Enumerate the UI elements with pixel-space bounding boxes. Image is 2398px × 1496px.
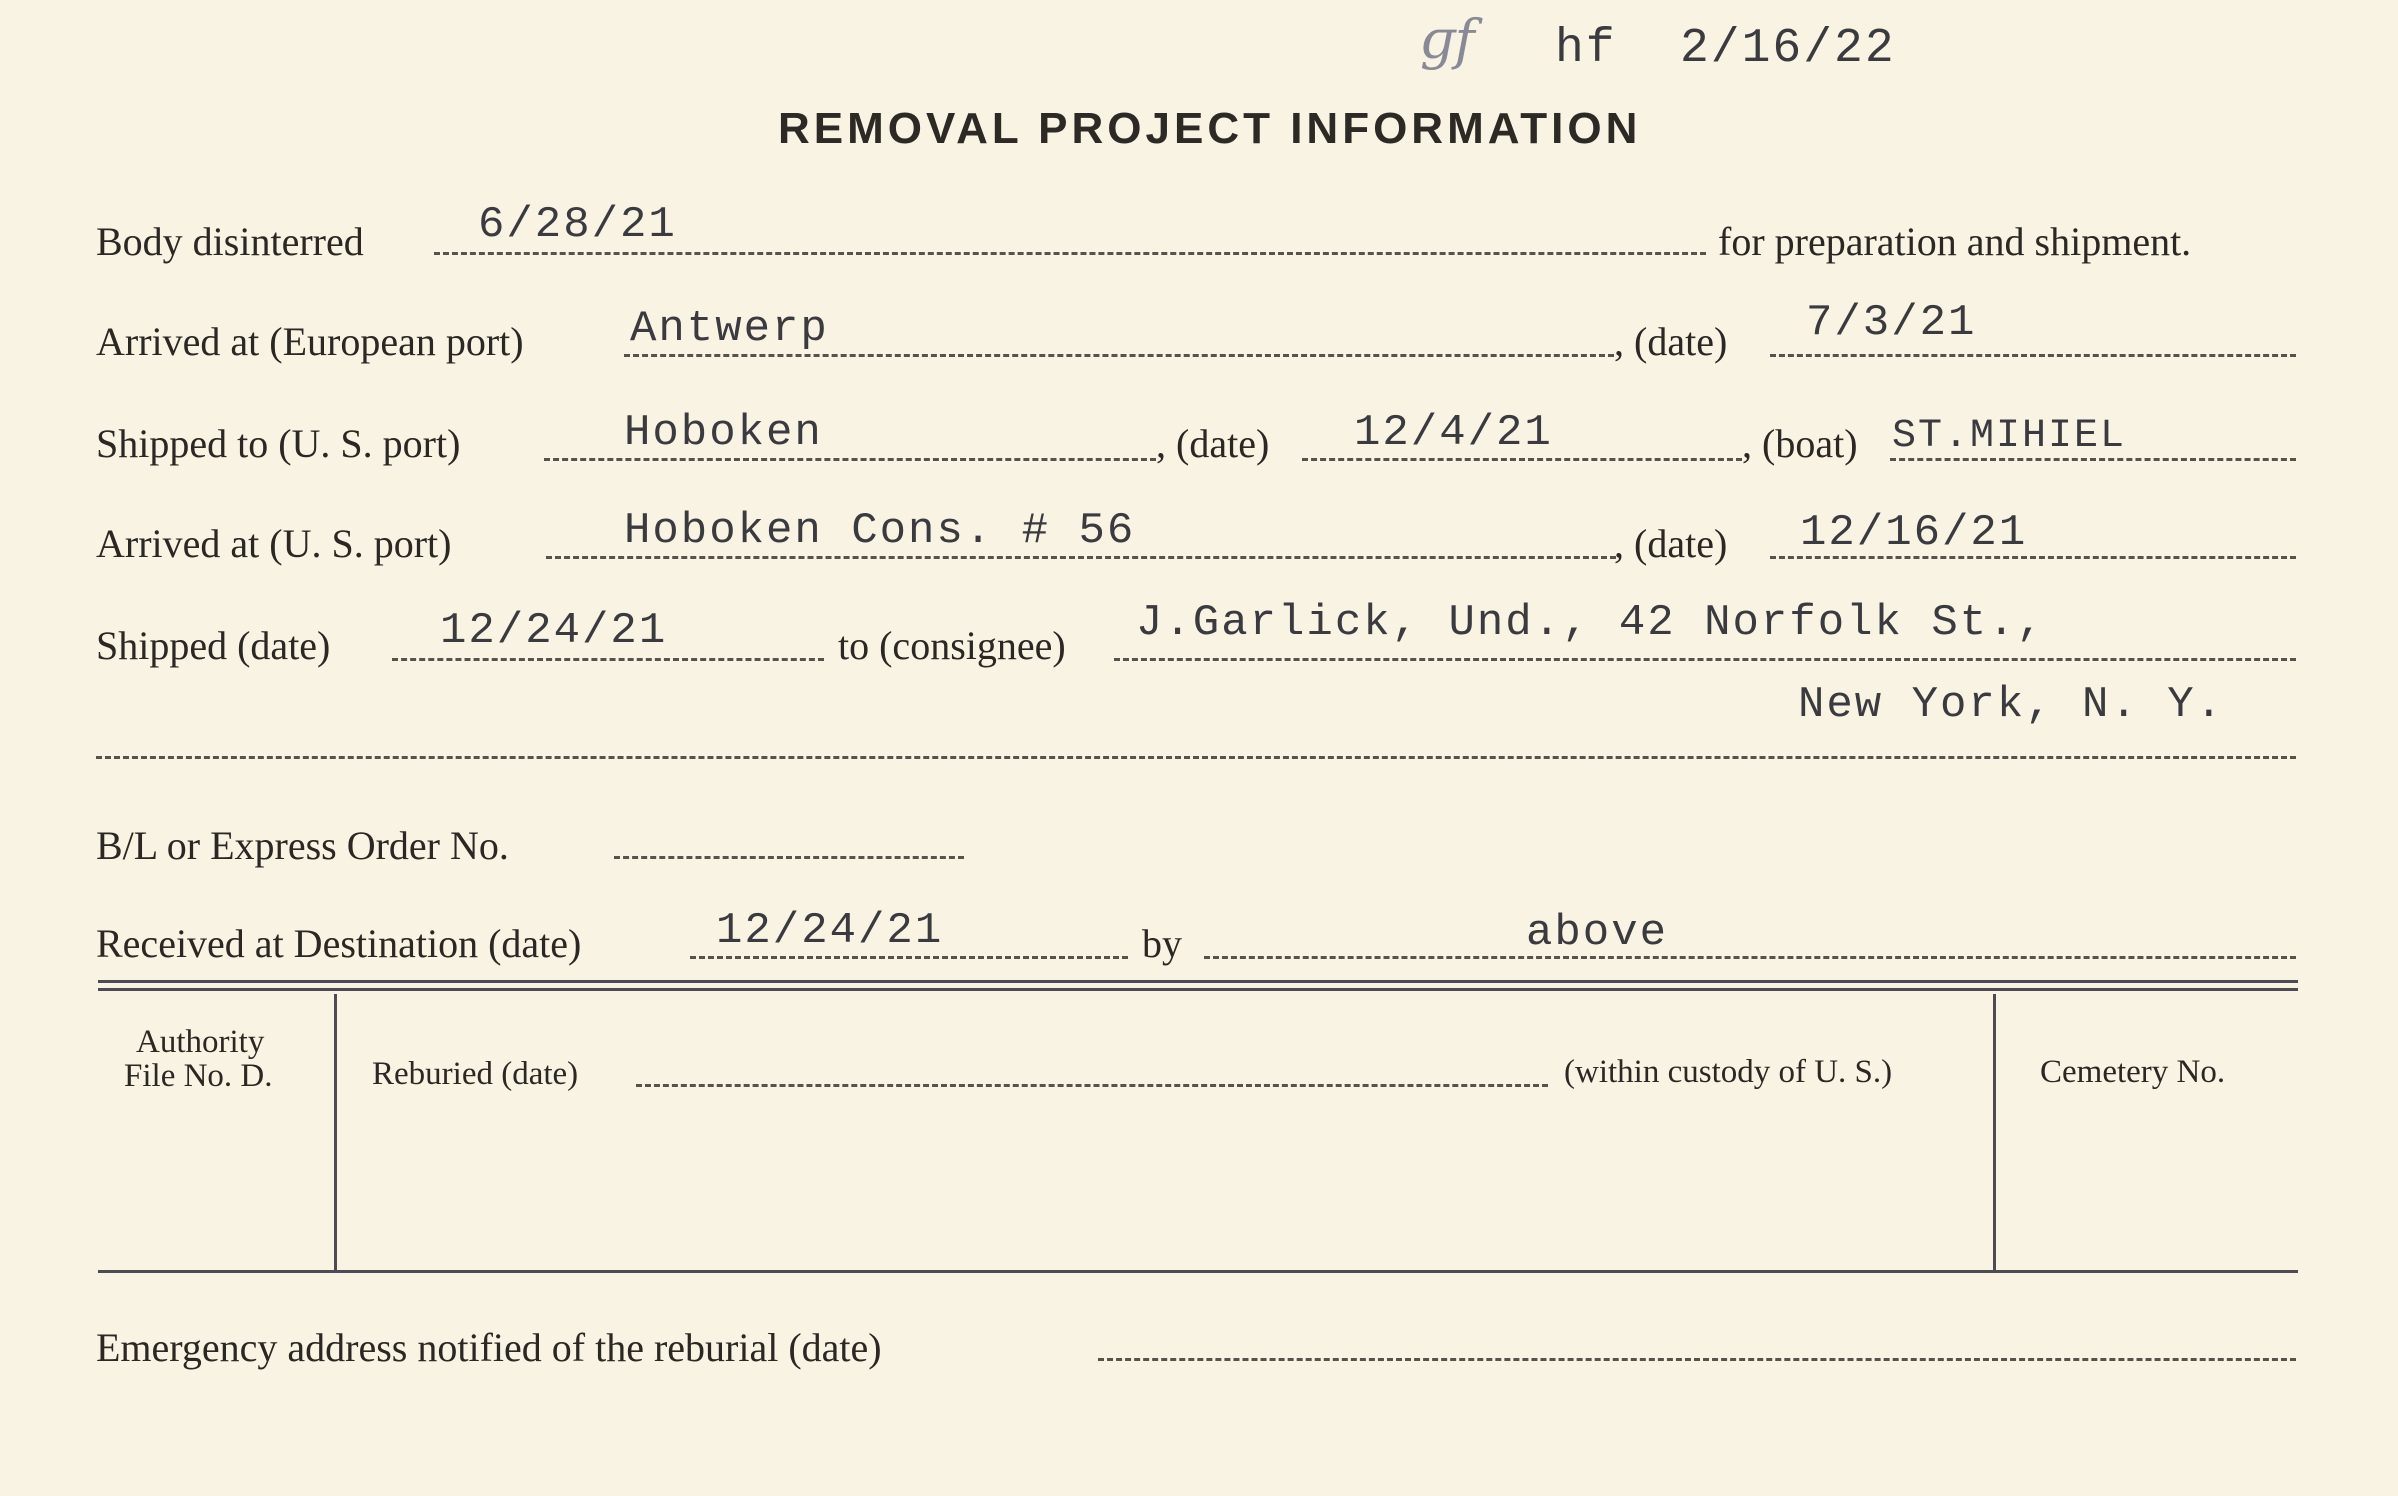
card-title: REMOVAL PROJECT INFORMATION [778, 104, 1642, 153]
arrived-european-line [624, 354, 1614, 357]
arrived-european-date-line [1770, 354, 2296, 357]
emergency-line [1098, 1358, 2296, 1361]
custody-label: (within custody of U. S.) [1564, 1054, 1893, 1090]
shipped-date-line [392, 658, 824, 661]
bl-order-line [614, 856, 964, 859]
table-divider-left [334, 994, 337, 1270]
arrived-european-date-value: 7/3/21 [1806, 298, 1977, 348]
shipped-us-value: Hoboken [624, 408, 823, 458]
received-value: 12/24/21 [716, 906, 944, 956]
received-line [690, 956, 1128, 959]
received-label: Received at Destination (date) [96, 921, 582, 966]
consignee-continuation-line [96, 756, 2296, 759]
table-top-rule-2 [98, 988, 2298, 991]
reburied-label: Reburied (date) [372, 1056, 579, 1092]
body-disinterred-suffix: for preparation and shipment. [1718, 219, 2192, 264]
bl-order-label: B/L or Express Order No. [96, 823, 509, 868]
arrived-us-value: Hoboken Cons. # 56 [624, 506, 1136, 556]
consignee-line [1114, 658, 2296, 661]
shipped-date-label: Shipped (date) [96, 623, 331, 668]
shipped-us-label: Shipped to (U. S. port) [96, 421, 461, 466]
arrived-us-date-value: 12/16/21 [1800, 508, 2028, 558]
body-disinterred-label: Body disinterred [96, 219, 364, 264]
authority-label-1: Authority [136, 1024, 265, 1060]
arrived-european-label: Arrived at (European port) [96, 319, 524, 364]
shipped-us-boat-value: ST.MIHIEL [1892, 414, 2127, 459]
emergency-label: Emergency address notified of the reburial (date) [96, 1325, 882, 1370]
authority-label-2: File No. D. [124, 1058, 273, 1094]
table-divider-right [1993, 994, 1996, 1270]
header-date: 2/16/22 [1680, 22, 1896, 76]
body-disinterred-line [434, 252, 1706, 255]
arrived-us-line [546, 556, 1616, 559]
received-by-line [1204, 956, 2296, 959]
pencil-mark: ɡf [1420, 8, 1475, 71]
arrived-european-date-label: , (date) [1614, 319, 1728, 364]
shipped-us-date-line [1302, 458, 1742, 461]
arrived-us-label: Arrived at (U. S. port) [96, 521, 452, 566]
shipped-date-value: 12/24/21 [440, 606, 668, 656]
reburied-line [636, 1084, 1548, 1087]
received-by-label: by [1142, 921, 1182, 966]
consignee-label: to (consignee) [838, 623, 1066, 668]
shipped-us-boat-label: , (boat) [1742, 421, 1858, 466]
shipped-us-line [544, 458, 1156, 461]
arrived-european-value: Antwerp [630, 304, 829, 354]
table-bottom-rule [98, 1270, 2298, 1273]
table-top-rule-1 [98, 980, 2298, 983]
header-initials: hf [1555, 22, 1617, 76]
shipped-us-date-value: 12/4/21 [1354, 408, 1553, 458]
consignee-line1: J.Garlick, Und., 42 Norfolk St., [1136, 598, 2045, 648]
arrived-us-date-label: , (date) [1614, 521, 1728, 566]
cemetery-label: Cemetery No. [2040, 1054, 2226, 1090]
body-disinterred-value: 6/28/21 [478, 200, 677, 250]
consignee-line2: New York, N. Y. [1798, 680, 2225, 730]
received-by-value: above [1526, 908, 1669, 958]
shipped-us-date-label: , (date) [1156, 421, 1270, 466]
